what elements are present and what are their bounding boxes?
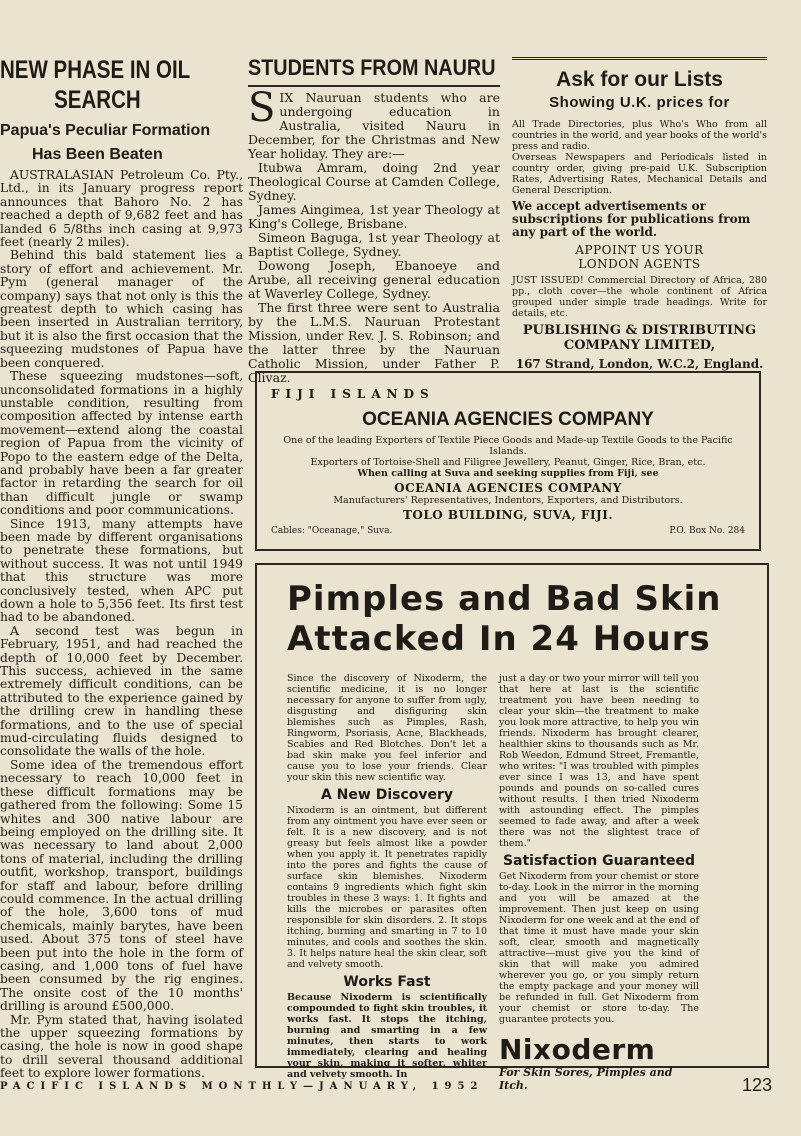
lists-title: Ask for our Lists xyxy=(556,68,723,91)
oil-subhead-line1: Papua's Peculiar Formation xyxy=(0,122,211,139)
fiji-company-title: OCEANIA AGENCIES COMPANY xyxy=(362,409,654,430)
nixoderm-sub-guaranteed: Satisfaction Guaranteed xyxy=(502,853,696,869)
nauru-article xyxy=(248,55,500,385)
lists-publisher-2: COMPANY LIMITED, xyxy=(563,338,716,353)
nixoderm-sub-works-fast: Works Fast xyxy=(343,974,431,990)
page-number: 123 xyxy=(742,1075,773,1095)
fiji-line-1: One of the leading Exporters of Textile Piece Goods and Made-up Textile Goods to the Pacific Islands. xyxy=(283,435,733,457)
oil-para-5: A second test was begun in February, 1951, and had reached the depth of 10,000 feet by December. This success, achieved in the same extremely difficult conditions, can be attributed to the experience gained by the drilling crew in handling these formations, and to the use of special mud-circulating fluids designed to consolidate the walls of the hole. xyxy=(0,623,243,759)
fiji-po-box: P.O. Box No. 284 xyxy=(669,526,745,536)
lists-appoint-2: LONDON AGENTS xyxy=(578,257,701,271)
page-footer xyxy=(0,1075,801,1100)
oil-para-4: Since 1913, many attempts have been made by different organisations to penetrate these formations, but without success. It was not until 1949 that this structure was more conclusively tested, when APC put down a hole to 5,356 feet. Its first test had to be abandoned. xyxy=(0,516,243,625)
lists-top-rule xyxy=(512,57,767,60)
nixoderm-sub-discovery: A New Discovery xyxy=(320,787,454,803)
oil-article xyxy=(0,55,243,1081)
fiji-cables: Cables: "Oceanage," Suva. xyxy=(271,526,393,536)
footer-publication: PACIFIC ISLANDS MONTHLY—JANUARY, 1952 xyxy=(0,1081,484,1092)
nixoderm-brand: Nixoderm xyxy=(499,1033,656,1066)
oil-para-2: Behind this bald statement lies a story of effort and achievement. Mr. Pym (general manager of the company) says that not only is this the greatest depth to which casing has been inserted in Australian territory, but it is also the first occasion that the squeezing mudstones of Papua have been conquered. xyxy=(0,248,243,370)
oil-headline-line1: NEW PHASE IN OIL xyxy=(0,56,191,84)
nixoderm-col-left xyxy=(287,673,487,1092)
lists-address: 167 Strand, London, W.C.2, England. xyxy=(515,357,764,371)
nauru-dropcap: S xyxy=(248,85,276,131)
fiji-label: FIJI ISLANDS xyxy=(271,387,435,401)
fiji-building: TOLO BUILDING, SUVA, FIJI. xyxy=(402,508,614,522)
nauru-para-4: Simeon Baguga, 1st year Theology at Baptist College, Sydney. xyxy=(248,230,500,259)
nixoderm-tagline: For Skin Sores, Pimples and Itch. xyxy=(499,1066,673,1092)
nauru-para-5: Dowong Joseph, Ebanoeye and Arube, all receiving general education at Waverley College, Sydney. xyxy=(248,258,500,301)
oceania-agencies-ad xyxy=(255,371,761,551)
oil-headline-line2: SEARCH xyxy=(54,86,141,114)
nauru-para-3: James Aingimea, 1st year Theology at King's College, Brisbane. xyxy=(248,202,500,231)
nixoderm-col1-para-2: Nixoderm is an ointment, but different from any ointment you have ever seen or felt. It is a new discovery, and is not greasy but feels almost like a powder when you apply it. It penetrates rapidly into the pores and fights the cause of surface skin blemishes. Nixoderm contains 9 ingredients which fight skin troubles in these 3 ways: 1. It fights and kills the microbes or parasites often responsible for skin disorders. 2. It stops itching, burning and smarting in 7 to 10 minutes, and cools and soothes the skin. 3. It helps nature heal the skin clear, soft and velvety smooth. xyxy=(287,805,487,970)
oil-para-7: Mr. Pym stated that, having isolated the upper squeezing formations by casing, the hole is now in good shape to drill several thousand additional feet to explore lower formations. xyxy=(0,1012,243,1081)
nauru-para-1: IX Nauruan students who are undergoing education in Australia, visited Nauru in December, for the Christmas and New Year holiday. They are:— xyxy=(248,90,500,161)
lists-advertisement xyxy=(512,55,767,371)
lists-subtitle: Showing U.K. prices for xyxy=(549,94,730,111)
nauru-para-2: Itubwa Amram, doing 2nd year Theological Course at Camden College, Sydney. xyxy=(248,160,500,203)
lists-para-1: All Trade Directories, plus Who's Who from all countries in the world, and year books of the world's press and radio. xyxy=(512,119,767,152)
nauru-rule xyxy=(248,85,500,87)
nixoderm-title-2: Attacked In 24 Hours xyxy=(287,619,711,659)
nixoderm-col1-para-3: Because Nixoderm is scientifically compounded to fight skin troubles, it works fast. It stops the itching, burning and smarting in a few minutes, then starts to work immediately, clearing and healing your skin, making it softer, whiter and velvety smooth. In xyxy=(287,992,487,1080)
nixoderm-title-1: Pimples and Bad Skin xyxy=(287,579,722,619)
oil-para-3: These squeezing mudstones—soft, unconsolidated formations in a highly unstable condition, resulting from composition affected by intense earth movement—extend along the coastal region of Papua from the vicinity of Popo to the eastern edge of the Delta, and probably have been a far greater factor in retarding the search for oil than difficult jungle or swamp conditions and poor communications. xyxy=(0,369,243,518)
oil-para-6: Some idea of the tremendous effort necessary to reach 10,000 feet in these difficult formations may be gathered from the following: Some 15 whites and 300 native labour are being employed on the drilling site. It was necessary to land about 2,000 tons of material, including the drilling outfit, workshop, transport, buildings for staff and labour, before drilling could commence. In the actual drilling of the hole, 3,600 tons of mud chemicals, mainly barytes, have been used. About 375 tons of steel have been put into the hole in the form of casing, and 1,000 tons of fuel have been consumed by the rig engines. The onsite cost of the 10 months' drilling is around £500,000. xyxy=(0,757,243,1014)
fiji-footer xyxy=(271,526,745,536)
fiji-company-name: OCEANIA AGENCIES COMPANY xyxy=(394,481,622,495)
fiji-line-2: Exporters of Tortoise-Shell and Filigree Jewellery, Peanut, Ginger, Rice, Bran, etc. xyxy=(310,457,706,468)
lists-appoint-1: APPOINT US YOUR xyxy=(575,243,704,257)
fiji-line-4: Manufacturers' Representatives, Indentors, Exporters, and Distributors. xyxy=(333,495,683,506)
nixoderm-col2-para-1: just a day or two your mirror will tell you that here at last is the scientific treatment you have been needing to clear your skin—the treatment to make you look more attractive, to help you win friends. Nixoderm has brought clearer, healthier skins to thousands such as Mr. Rob Weedon, Edmund Street, Fremantle, who writes: "I was troubled with pimples ever since I was 13, and have spent pounds and pounds on so-called cures without results. I then tried Nixoderm with astounding effect. The pimples seemed to fade away, and after a week there was not the slightest trace of them." xyxy=(499,673,699,849)
nauru-headline: STUDENTS FROM NAURU xyxy=(248,55,496,80)
lists-para-2: Overseas Newspapers and Periodicals listed in country order, giving pre-paid U.K. Subscription Rates, Advertising Rates, Mechanical Details and General Description. xyxy=(512,152,767,196)
oil-para-1: AUSTRALASIAN Petroleum Co. Pty., Ltd., in its January progress report announces that Bahoro No. 2 has reached a depth of 9,682 feet and has landed 6 5/8ths inch casing at 9,973 feet (nearly 2 miles). xyxy=(0,168,243,250)
lists-just-issued: JUST ISSUED! Commercial Directory of Africa, 280 pp., cloth cover—the whole continent of Africa grouped under simple trade headings. Write for details, etc. xyxy=(512,275,767,319)
nixoderm-col-right xyxy=(499,673,699,1092)
nauru-para-6: The first three were sent to Australia by the L.M.S. Nauruan Protestant Mission, under Rev. J. S. Robinson; and the latter three by the Nauruan Catholic Mission, under Father P. Clivaz. xyxy=(248,300,500,385)
lists-accept: We accept advertisements or subscriptions for publications from any part of the world. xyxy=(512,199,751,239)
nixoderm-col1-para-1: Since the discovery of Nixoderm, the scientific medicine, it is no longer necessary for anyone to suffer from ugly, disgusting and disfiguring skin blemishes such as Pimples, Rash, Ringworm, Psoriasis, Acne, Blackheads, Scabies and Red Blotches. Don't let a bad skin make you feel inferior and cause you to lose your friends. Clear your skin this new scientific way. xyxy=(287,673,487,783)
lists-publisher-1: PUBLISHING & DISTRIBUTING xyxy=(522,323,757,338)
nixoderm-col2-para-2: Get Nixoderm from your chemist or store to-day. Look in the mirror in the morning and you will be amazed at the improvement. Then just keep on using Nixoderm for one week and at the end of that time it must have made your skin soft, clear, smooth and magnetically attractive—must give you the kind of skin that will make you admired wherever you go, or you simply return the empty package and your money will be refunded in full. Get Nixoderm from your chemist or store to-day. The guarantee protects you. xyxy=(499,871,699,1025)
nixoderm-columns xyxy=(287,673,747,1092)
fiji-line-3: When calling at Suva and seeking supplies from Fiji, see xyxy=(357,468,659,479)
oil-subhead-line2: Has Been Beaten xyxy=(32,146,163,163)
